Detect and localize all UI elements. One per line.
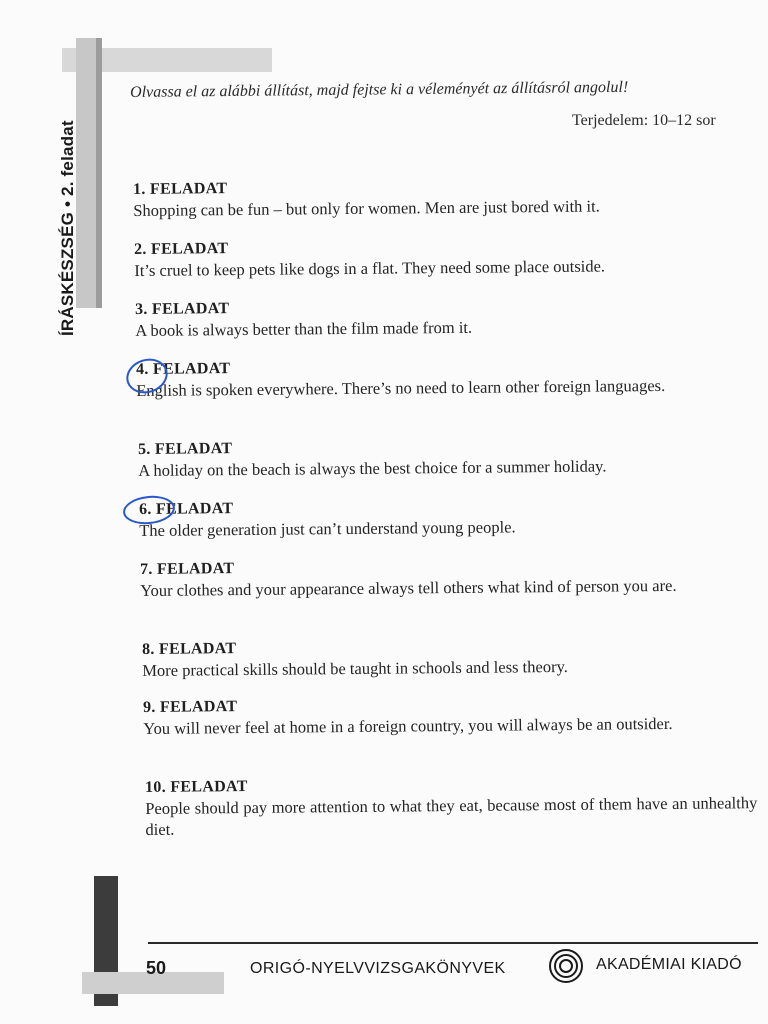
task-title: 4. FELADAT bbox=[136, 360, 231, 378]
series-name: ORIGÓ-NYELVVIZSGAKÖNYVEK bbox=[250, 960, 506, 977]
task-title: 9. FELADAT bbox=[143, 698, 238, 716]
task-4 bbox=[136, 354, 748, 401]
publisher-logo-icon bbox=[548, 948, 584, 984]
task-title: 6. FELADAT bbox=[139, 500, 234, 518]
task-title: 2. FELADAT bbox=[134, 240, 229, 258]
task-1 bbox=[133, 174, 745, 221]
task-statement: More practical skills should be taught in schools and less theory. bbox=[142, 656, 568, 680]
task-title: 7. FELADAT bbox=[140, 560, 235, 578]
page-number: 50 bbox=[146, 958, 167, 978]
footer-rule bbox=[148, 942, 758, 944]
task-title: 5. FELADAT bbox=[138, 440, 233, 458]
task-statement: You will never feel at home in a foreign country, you will always be an outsider. bbox=[143, 713, 673, 738]
task-2 bbox=[134, 234, 746, 281]
task-title: 8. FELADAT bbox=[142, 640, 237, 658]
task-title: 1. FELADAT bbox=[133, 180, 228, 198]
task-statement: Your clothes and your appearance always tell others what kind of person you are. bbox=[140, 575, 677, 600]
task-statement: People should pay more attention to what they eat, because most of them have an unhealthy diet. bbox=[145, 793, 758, 839]
task-statement: It’s cruel to keep pets like dogs in a flat. They need some place outside. bbox=[134, 256, 606, 280]
task-title: 3. FELADAT bbox=[135, 300, 230, 318]
task-9 bbox=[143, 692, 755, 739]
task-statement: Shopping can be fun – but only for women. Men are just bored with it. bbox=[133, 196, 600, 220]
task-statement: English is spoken everywhere. There’s no need to learn other foreign languages. bbox=[136, 375, 666, 400]
task-10 bbox=[145, 772, 758, 840]
task-statement: A book is always better than the film made from it. bbox=[135, 317, 473, 340]
task-title: 10. FELADAT bbox=[145, 778, 248, 796]
task-7 bbox=[140, 554, 752, 601]
task-8 bbox=[142, 634, 754, 681]
task-statement: A holiday on the beach is always the best choice for a summer holiday. bbox=[138, 456, 607, 480]
instruction-text: Olvassa el az alábbi állítást, majd fejtse ki a véleményét az állításról angolul! bbox=[130, 78, 629, 101]
task-3 bbox=[135, 294, 747, 341]
task-6 bbox=[139, 494, 751, 541]
length-note: Terjedelem: 10–12 sor bbox=[572, 112, 716, 129]
task-statement: The older generation just can’t understand young people. bbox=[139, 517, 516, 540]
task-5 bbox=[138, 434, 750, 481]
publisher-name: AKADÉMIAI KIADÓ bbox=[596, 956, 742, 973]
side-section-title: ÍRÁSKÉSZSÉG • 2. feladat bbox=[58, 120, 77, 336]
